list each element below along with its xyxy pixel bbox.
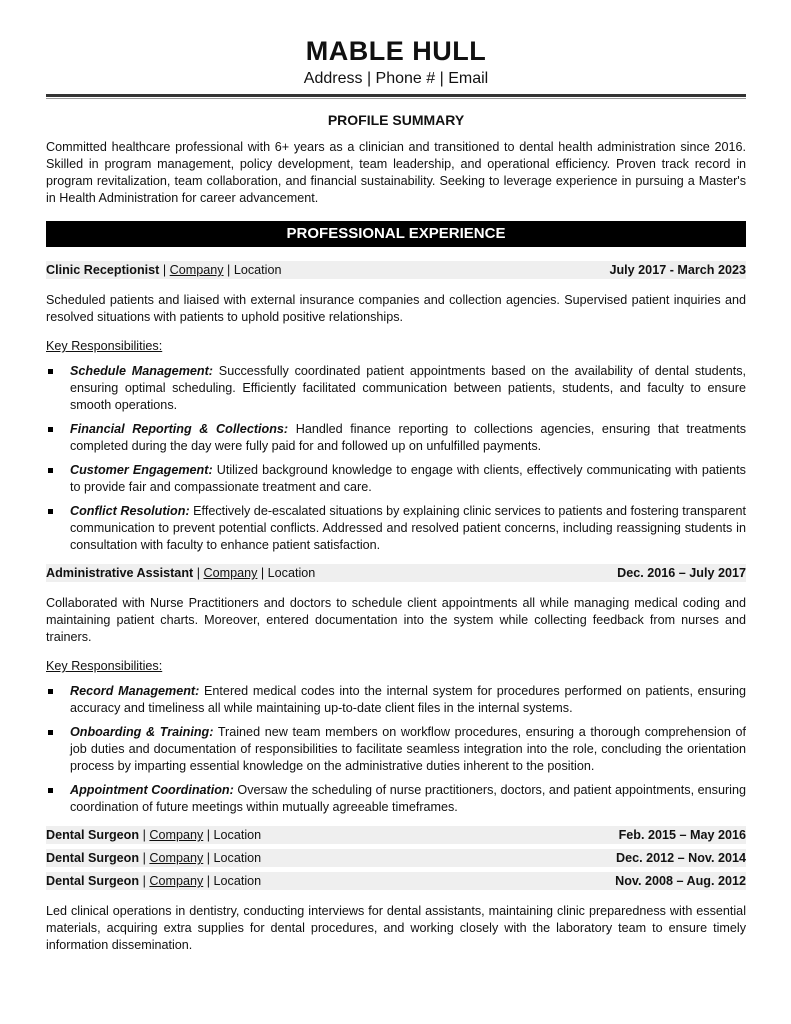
responsibility-list [46,683,746,816]
company-link[interactable]: Company [203,566,258,580]
bullet-square-icon [48,689,53,694]
job-title: Dental Surgeon [46,874,140,888]
job-dates: July 2017 - March 2023 [609,263,746,277]
job-dates: Feb. 2015 – May 2016 [618,828,746,842]
bullet-square-icon [48,369,53,374]
bullet-label: Appointment Coordination: [70,783,234,797]
bullet-square-icon [48,730,53,735]
candidate-name: MABLE HULL [305,36,487,66]
job-description: Scheduled patients and liaised with external insurance companies and collection agencies. Supervised patient inquiries and resolved situations with patients to uphold positive relationships. [46,293,746,324]
list-item [46,782,746,816]
list-item [46,724,746,775]
job-heading-left [46,564,315,582]
location: | Location [257,566,316,580]
company-link[interactable]: Company [149,851,204,865]
job-title: Dental Surgeon [46,828,140,842]
resume-content [46,36,746,954]
bullet-text: Entered medical codes into the internal system for procedures performed on patients, ensuring accuracy and timeliness all while maintaining up-to-date client files in the internal systems. [70,684,746,715]
bullet-label: Schedule Management: [70,364,213,378]
bullet-square-icon [48,509,53,514]
bullet-text: Trained new team members on workflow procedures, ensuring a thorough comprehension of job duties and documentation of responsibilities to facilitate seamless integration into the role, concluding the orientation process by imparting essential knowledge on the administrative duties inherent to the position. [70,725,746,773]
bullet-label: Financial Reporting & Collections: [70,422,289,436]
separator: | [139,874,150,888]
bullet-label: Customer Engagement: [70,463,213,477]
job-header [46,872,746,890]
job-heading-left [46,849,261,867]
job-header [46,564,746,582]
list-item [46,421,746,455]
job-title: Dental Surgeon [46,851,140,865]
bullet-label: Onboarding & Training: [70,725,214,739]
bullet-label: Conflict Resolution: [70,504,190,518]
location: | Location [223,263,282,277]
location: | Location [203,828,262,842]
bullet-text: Successfully coordinated patient appointments based on the availability of dental students, ensuring optimal scheduling. Efficiently facilitated communication between patients, students, and faculty to ensure smooth operations. [70,364,746,412]
contact-line: Address | Phone # | Email [303,70,489,87]
key-responsibilities-label: Key Responsibilities: [46,659,163,673]
bullet-text: Oversaw the scheduling of nurse practitioners, doctors, and patient appointments, ensuring coordination of future meetings within mutually agreeable timeframes. [70,783,746,814]
separator: | [159,263,170,277]
profile-summary-text: Committed healthcare professional with 6+ years as a clinician and transitioned to dental health administration since 2016. Skilled in program management, policy development, team leadership, and operational efficiency. Proven track record in program revitalization, team collaboration, and financial sustainability. Seeking to leverage experience in pursuing a Master's in Health Administration for career advancement. [46,140,746,205]
bullet-square-icon [48,468,53,473]
job-description: Collaborated with Nurse Practitioners and doctors to schedule client appointments all while managing medical coding and maintaining patient charts. Moreover, entered documentation into the system while collecting feedback from nurses and trainers. [46,596,746,644]
job-heading-left [46,872,261,890]
list-item [46,363,746,414]
location: | Location [203,874,262,888]
separator: | [193,566,204,580]
job-dates: Nov. 2008 – Aug. 2012 [615,874,746,888]
company-link[interactable]: Company [149,828,204,842]
profile-summary-heading: PROFILE SUMMARY [327,112,465,128]
location: | Location [203,851,262,865]
job-heading-left [46,261,281,279]
bullet-text: Effectively de-escalated situations by explaining clinic services to patients and fostering transparent communication to prevent potential conflicts. Addressed and resolved patient concerns, including reassigning students in consultation with faculty to enhance patient satisfaction. [70,504,746,552]
responsibility-list [46,363,746,554]
separator: | [139,828,150,842]
list-item [46,503,746,554]
bullet-text: Handled finance reporting to collections agencies, ensuring that treatments completed during the day were fully paid for and followed up on unfulfilled payments. [70,422,746,453]
header-divider [46,94,746,99]
bullet-text: Utilized background knowledge to engage with clients, effectively communicating with patients to provide fair and compassionate treatment and care. [70,463,746,494]
bullet-label: Record Management: [70,684,200,698]
job-heading-left [46,826,261,844]
job-header [46,261,746,279]
job-title: Clinic Receptionist [46,263,160,277]
job-header [46,849,746,867]
key-responsibilities-label: Key Responsibilities: [46,339,163,353]
job-description: Led clinical operations in dentistry, conducting interviews for dental assistants, maintaining clinic preparedness with essential materials, acquiring extra supplies for dental procedures, and working closely with the laboratory team to ensure timely information dissemination. [46,904,746,952]
bullet-square-icon [48,788,53,793]
list-item [46,462,746,496]
separator: | [139,851,150,865]
bullet-square-icon [48,427,53,432]
job-dates: Dec. 2012 – Nov. 2014 [616,851,746,865]
list-item [46,683,746,717]
job-dates: Dec. 2016 – July 2017 [617,566,746,580]
experience-heading: PROFESSIONAL EXPERIENCE [46,221,746,247]
company-link[interactable]: Company [149,874,204,888]
company-link[interactable]: Company [169,263,224,277]
job-title: Administrative Assistant [46,566,194,580]
job-header [46,826,746,844]
